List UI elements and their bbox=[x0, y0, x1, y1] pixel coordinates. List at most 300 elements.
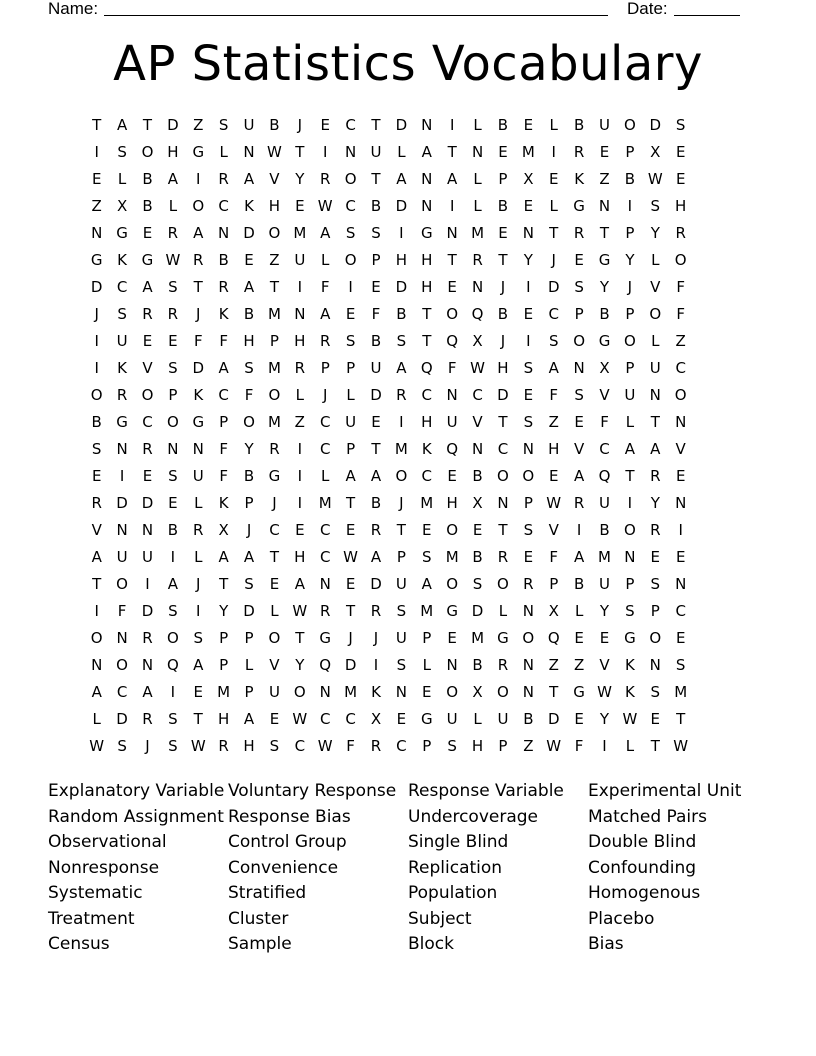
grid-letter[interactable]: A bbox=[573, 467, 585, 485]
grid-letter[interactable]: D bbox=[90, 278, 103, 296]
grid-letter[interactable]: V bbox=[650, 278, 661, 296]
grid-letter[interactable]: K bbox=[421, 440, 432, 458]
grid-letter[interactable]: G bbox=[420, 710, 433, 728]
grid-letter[interactable]: E bbox=[91, 467, 102, 485]
grid-letter[interactable]: J bbox=[500, 332, 506, 350]
grid-letter[interactable]: A bbox=[396, 359, 407, 377]
grid-letter[interactable]: B bbox=[472, 548, 483, 566]
grid-letter[interactable]: T bbox=[447, 251, 457, 269]
grid-letter[interactable]: W bbox=[317, 737, 333, 755]
grid-letter[interactable]: S bbox=[168, 602, 178, 620]
grid-letter[interactable]: B bbox=[497, 197, 509, 215]
grid-letter[interactable]: Y bbox=[650, 494, 660, 512]
grid-letter[interactable]: P bbox=[625, 224, 635, 242]
grid-letter[interactable]: Z bbox=[548, 656, 559, 674]
grid-letter[interactable]: T bbox=[371, 170, 381, 188]
grid-letter[interactable]: N bbox=[218, 224, 230, 242]
grid-letter[interactable]: Z bbox=[573, 656, 585, 674]
grid-letter[interactable]: L bbox=[321, 467, 330, 485]
grid-letter[interactable]: P bbox=[244, 494, 254, 512]
grid-letter[interactable]: T bbox=[625, 467, 635, 485]
grid-letter[interactable]: S bbox=[548, 332, 559, 350]
grid-letter[interactable]: U bbox=[497, 710, 509, 728]
grid-letter[interactable]: N bbox=[116, 629, 128, 647]
grid-letter[interactable]: F bbox=[371, 305, 381, 323]
grid-letter[interactable]: D bbox=[116, 710, 128, 728]
grid-letter[interactable]: A bbox=[91, 683, 102, 701]
grid-letter[interactable]: M bbox=[267, 413, 281, 431]
grid-letter[interactable]: B bbox=[91, 413, 102, 431]
grid-letter[interactable]: V bbox=[675, 440, 686, 458]
grid-letter[interactable]: Q bbox=[166, 656, 179, 674]
grid-letter[interactable]: G bbox=[192, 413, 205, 431]
grid-letter[interactable]: T bbox=[498, 521, 508, 539]
grid-letter[interactable]: M bbox=[267, 359, 281, 377]
grid-letter[interactable]: I bbox=[170, 548, 176, 566]
grid-letter[interactable]: L bbox=[194, 548, 203, 566]
grid-letter[interactable]: F bbox=[117, 602, 127, 620]
grid-letter[interactable]: E bbox=[447, 278, 457, 296]
grid-letter[interactable]: D bbox=[141, 494, 154, 512]
grid-letter[interactable]: E bbox=[168, 494, 178, 512]
grid-letter[interactable]: Y bbox=[295, 170, 305, 188]
grid-letter[interactable]: E bbox=[345, 575, 356, 593]
grid-letter[interactable]: M bbox=[598, 548, 611, 566]
grid-letter[interactable]: K bbox=[117, 251, 127, 269]
grid-letter[interactable]: U bbox=[370, 359, 382, 377]
grid-letter[interactable]: R bbox=[142, 629, 153, 647]
grid-letter[interactable]: S bbox=[345, 224, 356, 242]
name-blank-line[interactable] bbox=[104, 15, 608, 16]
grid-letter[interactable]: F bbox=[676, 278, 685, 296]
grid-letter[interactable]: R bbox=[319, 602, 331, 620]
grid-letter[interactable]: A bbox=[548, 359, 559, 377]
grid-letter[interactable]: S bbox=[345, 332, 356, 350]
grid-letter[interactable]: A bbox=[370, 548, 382, 566]
grid-letter[interactable]: J bbox=[196, 305, 201, 323]
grid-letter[interactable]: A bbox=[167, 575, 178, 593]
grid-letter[interactable]: E bbox=[523, 386, 534, 404]
grid-letter[interactable]: S bbox=[396, 332, 407, 350]
grid-letter[interactable]: E bbox=[498, 224, 508, 242]
grid-letter[interactable]: A bbox=[320, 305, 331, 323]
grid-letter[interactable]: A bbox=[142, 683, 153, 701]
grid-letter[interactable]: O bbox=[522, 467, 535, 485]
grid-letter[interactable]: I bbox=[94, 602, 99, 620]
grid-letter[interactable]: C bbox=[599, 440, 610, 458]
grid-letter[interactable]: B bbox=[497, 305, 509, 323]
grid-letter[interactable]: T bbox=[346, 494, 356, 512]
grid-letter[interactable]: O bbox=[344, 251, 357, 269]
grid-letter[interactable]: D bbox=[116, 494, 128, 512]
grid-letter[interactable]: E bbox=[523, 116, 534, 134]
grid-letter[interactable]: E bbox=[168, 332, 178, 350]
grid-letter[interactable]: U bbox=[294, 251, 306, 269]
grid-letter[interactable]: C bbox=[294, 737, 306, 755]
grid-letter[interactable]: I bbox=[449, 116, 455, 134]
grid-letter[interactable]: S bbox=[675, 116, 686, 134]
grid-letter[interactable]: I bbox=[119, 467, 125, 485]
grid-letter[interactable]: N bbox=[675, 575, 687, 593]
grid-letter[interactable]: C bbox=[675, 359, 686, 377]
grid-letter[interactable]: S bbox=[91, 440, 102, 458]
grid-letter[interactable]: Y bbox=[599, 602, 610, 620]
grid-letter[interactable]: U bbox=[141, 548, 153, 566]
grid-letter[interactable]: M bbox=[344, 683, 358, 701]
grid-letter[interactable]: H bbox=[294, 548, 306, 566]
grid-letter[interactable]: L bbox=[244, 656, 254, 674]
grid-letter[interactable]: E bbox=[244, 251, 254, 269]
grid-letter[interactable]: G bbox=[116, 224, 128, 242]
grid-letter[interactable]: N bbox=[522, 656, 534, 674]
grid-letter[interactable]: W bbox=[673, 737, 689, 755]
grid-letter[interactable]: N bbox=[141, 656, 154, 674]
grid-letter[interactable]: Y bbox=[295, 656, 305, 674]
grid-letter[interactable]: Y bbox=[599, 278, 610, 296]
grid-letter[interactable]: N bbox=[421, 170, 433, 188]
grid-letter[interactable]: E bbox=[574, 629, 584, 647]
grid-letter[interactable]: L bbox=[625, 737, 635, 755]
grid-letter[interactable]: V bbox=[91, 521, 102, 539]
grid-letter[interactable]: X bbox=[472, 494, 483, 512]
grid-letter[interactable]: R bbox=[319, 332, 331, 350]
grid-letter[interactable]: X bbox=[523, 170, 534, 188]
grid-letter[interactable]: V bbox=[599, 656, 610, 674]
grid-letter[interactable]: I bbox=[348, 278, 353, 296]
grid-letter[interactable]: M bbox=[471, 224, 485, 242]
grid-letter[interactable]: O bbox=[623, 332, 636, 350]
grid-letter[interactable]: A bbox=[243, 710, 255, 728]
grid-letter[interactable]: L bbox=[651, 332, 660, 350]
grid-letter[interactable]: R bbox=[675, 224, 686, 242]
grid-letter[interactable]: Q bbox=[547, 629, 560, 647]
grid-letter[interactable]: Y bbox=[523, 251, 533, 269]
grid-letter[interactable]: F bbox=[244, 386, 254, 404]
grid-letter[interactable]: L bbox=[92, 710, 101, 728]
grid-letter[interactable]: Y bbox=[219, 602, 229, 620]
grid-letter[interactable]: E bbox=[142, 332, 153, 350]
grid-letter[interactable]: S bbox=[269, 737, 280, 755]
grid-letter[interactable]: B bbox=[269, 116, 280, 134]
grid-letter[interactable]: H bbox=[268, 197, 281, 215]
grid-letter[interactable]: E bbox=[498, 143, 508, 161]
grid-letter[interactable]: W bbox=[546, 494, 562, 512]
grid-letter[interactable]: O bbox=[446, 521, 459, 539]
grid-letter[interactable]: B bbox=[243, 467, 255, 485]
grid-letter[interactable]: E bbox=[548, 170, 559, 188]
grid-letter[interactable]: B bbox=[497, 116, 509, 134]
grid-letter[interactable]: W bbox=[597, 683, 612, 701]
grid-letter[interactable]: P bbox=[269, 332, 279, 350]
grid-letter[interactable]: G bbox=[319, 629, 332, 647]
grid-letter[interactable]: N bbox=[167, 440, 179, 458]
grid-letter[interactable]: B bbox=[218, 251, 229, 269]
grid-letter[interactable]: W bbox=[546, 737, 562, 755]
grid-letter[interactable]: E bbox=[371, 278, 381, 296]
grid-letter[interactable]: P bbox=[219, 413, 229, 431]
grid-letter[interactable]: A bbox=[370, 467, 382, 485]
grid-letter[interactable]: P bbox=[625, 305, 635, 323]
grid-letter[interactable]: E bbox=[142, 224, 153, 242]
grid-letter[interactable]: S bbox=[244, 359, 254, 377]
grid-letter[interactable]: U bbox=[243, 116, 255, 134]
grid-letter[interactable]: N bbox=[294, 305, 306, 323]
grid-letter[interactable]: F bbox=[219, 440, 228, 458]
grid-letter[interactable]: G bbox=[497, 629, 509, 647]
grid-letter[interactable]: M bbox=[420, 602, 434, 620]
grid-letter[interactable]: G bbox=[598, 332, 611, 350]
grid-letter[interactable]: W bbox=[89, 737, 105, 755]
grid-letter[interactable]: P bbox=[549, 575, 559, 593]
grid-letter[interactable]: O bbox=[90, 386, 103, 404]
grid-letter[interactable]: U bbox=[395, 629, 407, 647]
grid-letter[interactable]: E bbox=[269, 710, 280, 728]
grid-letter[interactable]: I bbox=[551, 143, 556, 161]
grid-letter[interactable]: C bbox=[319, 413, 331, 431]
grid-letter[interactable]: L bbox=[473, 710, 482, 728]
grid-letter[interactable]: M bbox=[420, 494, 434, 512]
grid-letter[interactable]: Z bbox=[675, 332, 686, 350]
grid-letter[interactable]: K bbox=[218, 305, 229, 323]
grid-letter[interactable]: X bbox=[472, 332, 483, 350]
grid-letter[interactable]: P bbox=[396, 548, 406, 566]
grid-letter[interactable]: L bbox=[219, 143, 228, 161]
grid-letter[interactable]: P bbox=[168, 386, 178, 404]
grid-letter[interactable]: F bbox=[320, 278, 330, 296]
grid-letter[interactable]: X bbox=[650, 143, 661, 161]
grid-letter[interactable]: O bbox=[243, 413, 255, 431]
grid-letter[interactable]: R bbox=[167, 224, 179, 242]
grid-letter[interactable]: P bbox=[625, 575, 635, 593]
grid-letter[interactable]: H bbox=[548, 440, 560, 458]
grid-letter[interactable]: G bbox=[573, 683, 585, 701]
grid-letter[interactable]: E bbox=[447, 629, 457, 647]
grid-letter[interactable]: U bbox=[268, 683, 280, 701]
grid-letter[interactable]: N bbox=[522, 440, 534, 458]
grid-letter[interactable]: I bbox=[94, 332, 99, 350]
grid-letter[interactable]: T bbox=[92, 575, 102, 593]
grid-letter[interactable]: O bbox=[268, 224, 281, 242]
grid-letter[interactable]: W bbox=[165, 251, 181, 269]
grid-letter[interactable]: T bbox=[422, 332, 432, 350]
grid-letter[interactable]: R bbox=[472, 251, 483, 269]
grid-letter[interactable]: T bbox=[295, 143, 305, 161]
grid-letter[interactable]: Q bbox=[319, 656, 332, 674]
grid-letter[interactable]: C bbox=[218, 386, 229, 404]
grid-letter[interactable]: T bbox=[396, 521, 406, 539]
grid-letter[interactable]: B bbox=[370, 332, 382, 350]
grid-letter[interactable]: P bbox=[346, 440, 356, 458]
grid-letter[interactable]: I bbox=[145, 575, 150, 593]
grid-letter[interactable]: N bbox=[497, 494, 509, 512]
grid-letter[interactable]: K bbox=[193, 386, 204, 404]
grid-letter[interactable]: K bbox=[624, 656, 635, 674]
grid-letter[interactable]: T bbox=[193, 710, 203, 728]
grid-letter[interactable]: U bbox=[395, 575, 407, 593]
grid-letter[interactable]: C bbox=[345, 197, 356, 215]
grid-letter[interactable]: S bbox=[574, 386, 584, 404]
grid-letter[interactable]: R bbox=[497, 656, 509, 674]
grid-letter[interactable]: V bbox=[548, 521, 559, 539]
grid-letter[interactable]: N bbox=[395, 683, 407, 701]
grid-letter[interactable]: I bbox=[94, 359, 99, 377]
grid-letter[interactable]: H bbox=[243, 332, 255, 350]
grid-letter[interactable]: E bbox=[548, 467, 559, 485]
grid-letter[interactable]: W bbox=[292, 602, 308, 620]
grid-letter[interactable]: D bbox=[370, 575, 382, 593]
grid-letter[interactable]: V bbox=[599, 386, 610, 404]
grid-letter[interactable]: O bbox=[141, 386, 154, 404]
grid-letter[interactable]: E bbox=[675, 548, 686, 566]
grid-letter[interactable]: P bbox=[650, 602, 660, 620]
grid-letter[interactable]: H bbox=[675, 197, 687, 215]
grid-letter[interactable]: R bbox=[167, 305, 179, 323]
grid-letter[interactable]: F bbox=[219, 467, 228, 485]
grid-letter[interactable]: O bbox=[395, 467, 408, 485]
grid-letter[interactable]: D bbox=[192, 359, 205, 377]
grid-letter[interactable]: O bbox=[623, 521, 636, 539]
grid-letter[interactable]: N bbox=[91, 224, 103, 242]
grid-letter[interactable]: P bbox=[346, 359, 356, 377]
grid-letter[interactable]: N bbox=[192, 440, 204, 458]
grid-letter[interactable]: O bbox=[141, 143, 154, 161]
grid-letter[interactable]: C bbox=[218, 197, 229, 215]
grid-letter[interactable]: S bbox=[168, 467, 178, 485]
grid-letter[interactable]: B bbox=[370, 494, 382, 512]
grid-letter[interactable]: N bbox=[598, 197, 611, 215]
grid-letter[interactable]: K bbox=[244, 197, 254, 215]
grid-letter[interactable]: E bbox=[345, 521, 356, 539]
grid-letter[interactable]: I bbox=[297, 278, 303, 296]
grid-letter[interactable]: B bbox=[573, 575, 585, 593]
grid-letter[interactable]: H bbox=[421, 251, 433, 269]
grid-letter[interactable]: S bbox=[422, 548, 432, 566]
grid-letter[interactable]: U bbox=[116, 332, 128, 350]
grid-letter[interactable]: P bbox=[574, 305, 584, 323]
grid-letter[interactable]: C bbox=[142, 413, 153, 431]
grid-letter[interactable]: N bbox=[446, 224, 458, 242]
grid-letter[interactable]: Z bbox=[294, 413, 305, 431]
grid-letter[interactable]: C bbox=[319, 710, 331, 728]
grid-letter[interactable]: F bbox=[346, 737, 355, 755]
grid-letter[interactable]: S bbox=[371, 224, 381, 242]
grid-letter[interactable]: Q bbox=[598, 467, 611, 485]
grid-letter[interactable]: K bbox=[574, 170, 585, 188]
grid-letter[interactable]: K bbox=[117, 359, 127, 377]
grid-letter[interactable]: L bbox=[194, 494, 203, 512]
grid-letter[interactable]: O bbox=[293, 683, 306, 701]
grid-letter[interactable]: E bbox=[472, 521, 483, 539]
grid-letter[interactable]: E bbox=[675, 170, 686, 188]
grid-letter[interactable]: H bbox=[497, 359, 509, 377]
grid-letter[interactable]: A bbox=[218, 359, 229, 377]
grid-letter[interactable]: A bbox=[91, 548, 102, 566]
grid-letter[interactable]: J bbox=[297, 116, 303, 134]
grid-letter[interactable]: P bbox=[320, 359, 330, 377]
grid-letter[interactable]: T bbox=[447, 143, 457, 161]
grid-letter[interactable]: U bbox=[345, 413, 357, 431]
grid-letter[interactable]: A bbox=[650, 440, 661, 458]
grid-letter[interactable]: H bbox=[218, 710, 230, 728]
grid-letter[interactable]: D bbox=[141, 602, 154, 620]
grid-letter[interactable]: E bbox=[675, 467, 686, 485]
grid-letter[interactable]: U bbox=[624, 386, 636, 404]
grid-letter[interactable]: G bbox=[268, 467, 281, 485]
grid-letter[interactable]: Z bbox=[599, 170, 610, 188]
grid-letter[interactable]: O bbox=[446, 575, 459, 593]
grid-letter[interactable]: B bbox=[142, 170, 153, 188]
grid-letter[interactable]: U bbox=[116, 548, 128, 566]
grid-letter[interactable]: D bbox=[497, 386, 509, 404]
grid-letter[interactable]: M bbox=[318, 494, 332, 512]
grid-letter[interactable]: C bbox=[319, 440, 331, 458]
grid-letter[interactable]: R bbox=[573, 143, 585, 161]
grid-letter[interactable]: U bbox=[370, 143, 382, 161]
grid-letter[interactable]: C bbox=[116, 278, 128, 296]
grid-letter[interactable]: X bbox=[599, 359, 610, 377]
grid-letter[interactable]: P bbox=[523, 494, 533, 512]
grid-letter[interactable]: G bbox=[573, 197, 585, 215]
grid-letter[interactable]: J bbox=[94, 305, 99, 323]
grid-letter[interactable]: V bbox=[472, 413, 483, 431]
grid-letter[interactable]: N bbox=[649, 386, 661, 404]
grid-letter[interactable]: B bbox=[573, 116, 585, 134]
grid-letter[interactable]: N bbox=[471, 278, 484, 296]
grid-letter[interactable]: L bbox=[651, 251, 660, 269]
grid-letter[interactable]: G bbox=[90, 251, 103, 269]
grid-letter[interactable]: O bbox=[344, 170, 357, 188]
grid-letter[interactable]: N bbox=[522, 224, 534, 242]
grid-letter[interactable]: E bbox=[675, 629, 686, 647]
grid-letter[interactable]: E bbox=[447, 467, 457, 485]
grid-letter[interactable]: O bbox=[116, 575, 128, 593]
grid-letter[interactable]: S bbox=[218, 116, 229, 134]
grid-letter[interactable]: Y bbox=[244, 440, 254, 458]
grid-letter[interactable]: I bbox=[627, 494, 633, 512]
grid-letter[interactable]: G bbox=[420, 224, 433, 242]
grid-letter[interactable]: A bbox=[243, 548, 255, 566]
grid-letter[interactable]: R bbox=[370, 602, 382, 620]
grid-letter[interactable]: A bbox=[294, 575, 305, 593]
grid-letter[interactable]: W bbox=[190, 737, 206, 755]
grid-letter[interactable]: R bbox=[573, 224, 585, 242]
grid-letter[interactable]: B bbox=[624, 170, 636, 188]
grid-letter[interactable]: E bbox=[523, 305, 534, 323]
grid-letter[interactable]: M bbox=[674, 683, 688, 701]
grid-letter[interactable]: Z bbox=[91, 197, 102, 215]
grid-letter[interactable]: H bbox=[421, 413, 433, 431]
grid-letter[interactable]: L bbox=[295, 386, 304, 404]
grid-letter[interactable]: S bbox=[168, 359, 178, 377]
grid-letter[interactable]: T bbox=[142, 116, 153, 134]
grid-letter[interactable]: N bbox=[116, 521, 128, 539]
grid-letter[interactable]: S bbox=[472, 575, 483, 593]
grid-letter[interactable]: R bbox=[193, 521, 204, 539]
grid-letter[interactable]: L bbox=[549, 197, 558, 215]
grid-letter[interactable]: C bbox=[396, 737, 407, 755]
grid-letter[interactable]: J bbox=[272, 494, 277, 512]
grid-letter[interactable]: R bbox=[396, 386, 407, 404]
grid-letter[interactable]: R bbox=[370, 737, 382, 755]
grid-letter[interactable]: I bbox=[196, 170, 201, 188]
grid-letter[interactable]: F bbox=[600, 413, 609, 431]
grid-letter[interactable]: N bbox=[649, 656, 661, 674]
grid-letter[interactable]: B bbox=[396, 305, 407, 323]
grid-letter[interactable]: L bbox=[117, 170, 127, 188]
grid-letter[interactable]: D bbox=[395, 278, 408, 296]
grid-letter[interactable]: W bbox=[343, 548, 359, 566]
grid-letter[interactable]: P bbox=[422, 737, 432, 755]
